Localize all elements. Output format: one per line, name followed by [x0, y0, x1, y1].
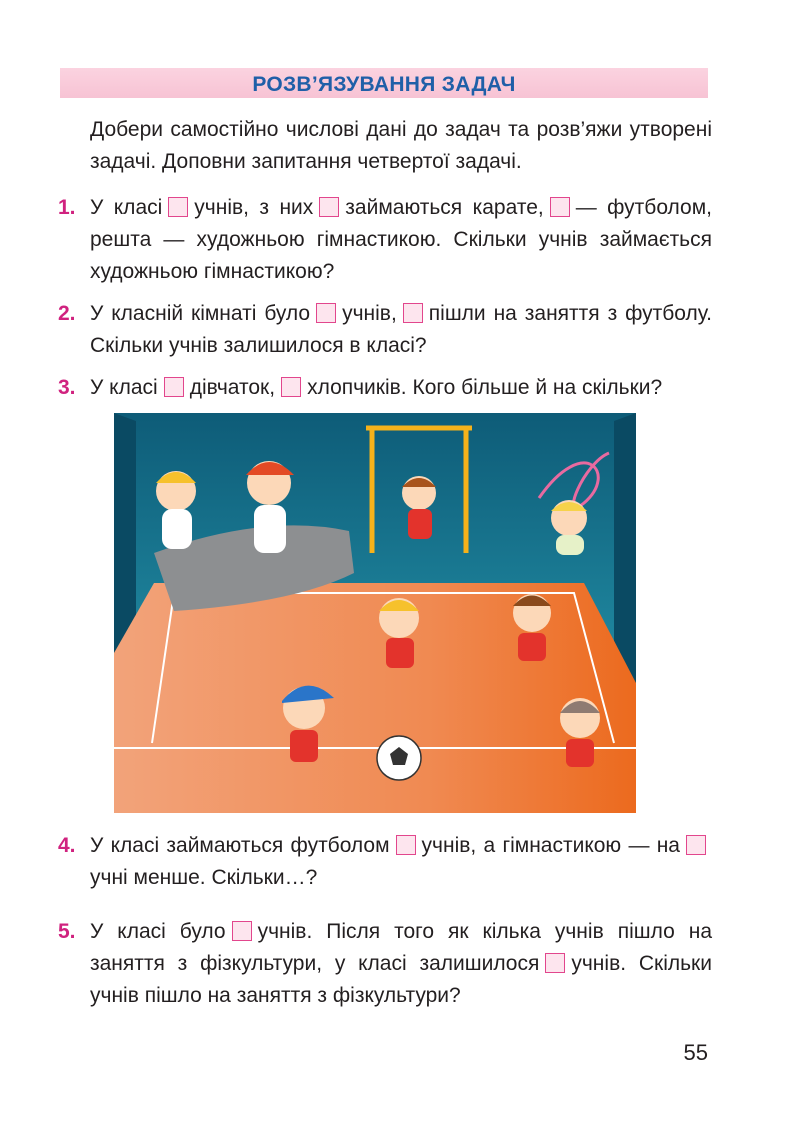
answer-box[interactable] — [168, 197, 188, 217]
section-title: РОЗВ’ЯЗУВАННЯ ЗАДАЧ — [252, 73, 516, 96]
task-text: дівчаток, — [189, 376, 276, 399]
answer-box[interactable] — [319, 197, 339, 217]
task-number: 4. — [58, 834, 76, 857]
task-text: учнів, — [342, 302, 397, 325]
task-text: учнів. Скільки учнів пішло на заняття з фізкультури? — [90, 952, 712, 1007]
answer-box[interactable] — [396, 835, 416, 855]
page-number: 55 — [683, 1040, 708, 1065]
task-text: У класі — [90, 196, 163, 219]
task-1 — [58, 192, 712, 288]
task-2 — [58, 298, 712, 362]
intro-paragraph: Добери самостійно числові дані до задач та розв’яжи утворені задачі. Доповни запитання четвертої задачі. — [90, 118, 712, 173]
task-text: У класі — [90, 376, 158, 399]
task-text: пішли на заняття з футболу. Скільки учнів залишилося в класі? — [90, 302, 712, 357]
task-number: 1. — [58, 196, 76, 219]
task-text: хлопчиків. Кого більше й на скільки? — [307, 376, 663, 399]
gym-illustration — [114, 413, 636, 813]
task-text: учнів, з них — [194, 196, 314, 219]
answer-box[interactable] — [403, 303, 423, 323]
task-text: У класі займаються футболом — [90, 834, 390, 857]
task-3 — [58, 372, 712, 404]
answer-box[interactable] — [316, 303, 336, 323]
task-text: У класі було — [90, 920, 226, 943]
answer-box[interactable] — [164, 377, 184, 397]
task-4 — [58, 830, 712, 894]
task-text: учнів. Після того як кілька учнів пішло на заняття з фізкультури, у класі залишилося — [90, 920, 712, 975]
task-text: — футболом, решта — художньою гімнастикою. Скільки учнів займається художньою гімнастикою? — [90, 196, 712, 283]
task-number: 3. — [58, 376, 76, 399]
task-text: У класній кімнаті було — [90, 302, 311, 325]
task-number: 5. — [58, 920, 76, 943]
section-header — [60, 68, 708, 98]
task-text: учнів, а гімнастикою — на — [421, 834, 680, 857]
task-text: учні менше. Скільки…? — [90, 866, 318, 889]
task-number: 2. — [58, 302, 76, 325]
answer-box[interactable] — [232, 921, 252, 941]
answer-box[interactable] — [550, 197, 570, 217]
answer-box[interactable] — [686, 835, 706, 855]
task-text: займаються карате, — [345, 196, 544, 219]
task-5 — [58, 916, 712, 1012]
answer-box[interactable] — [545, 953, 565, 973]
answer-box[interactable] — [281, 377, 301, 397]
